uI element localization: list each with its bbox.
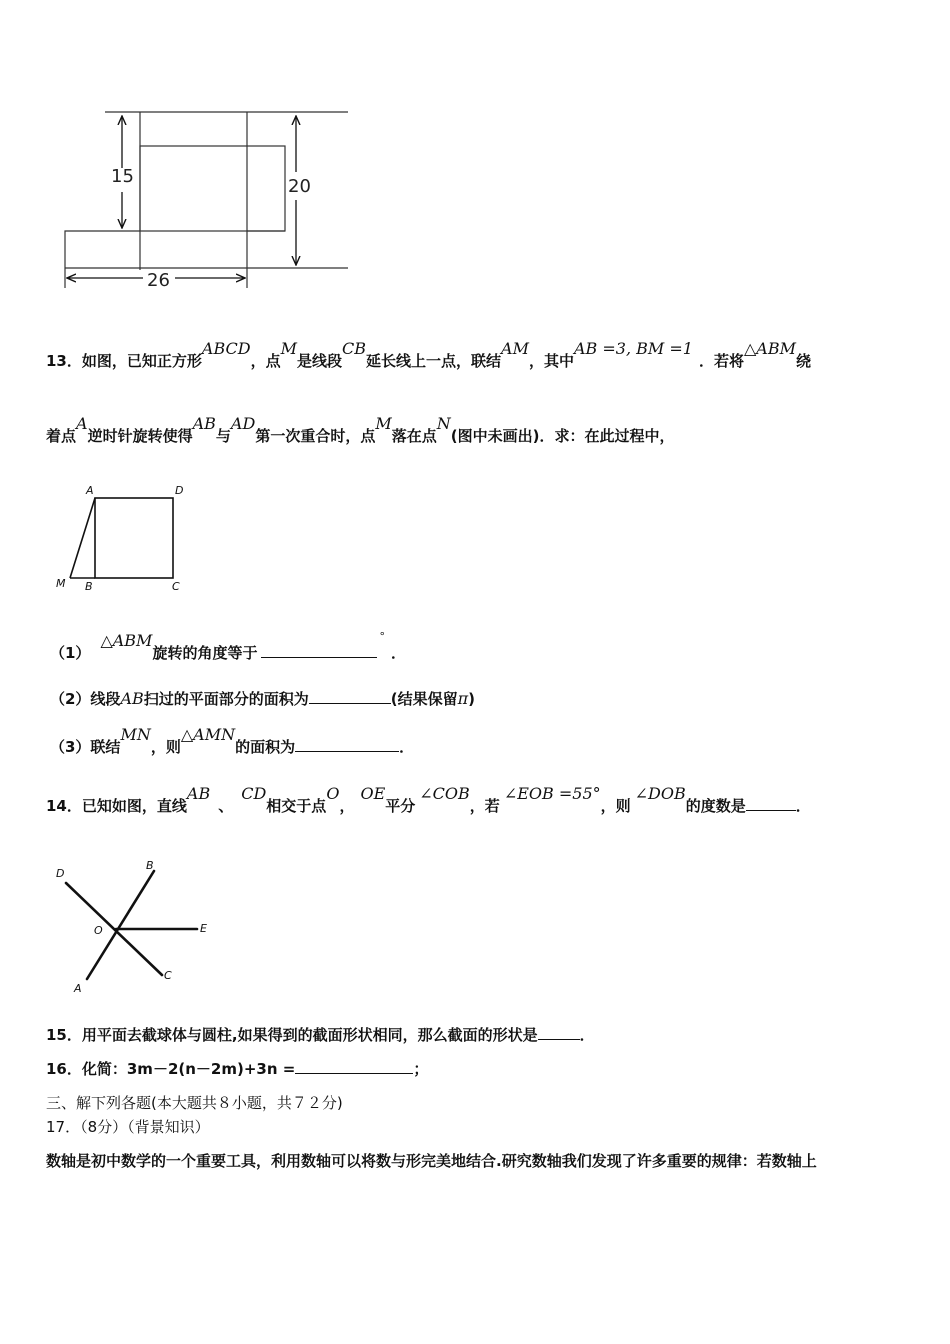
math-ad: AD (230, 414, 256, 433)
math-ab: AB (192, 414, 216, 433)
point-d-label: D (56, 867, 65, 880)
question-13-line2 (46, 414, 675, 446)
q13-number: 13． (46, 352, 82, 370)
point-c-label: C (164, 969, 172, 982)
math-oe: OE (360, 784, 386, 803)
q13-text: ．若将 (698, 352, 744, 370)
point-b-label: B (85, 580, 93, 593)
q13-subquestion-2 (50, 688, 475, 709)
math-triangle-abm: △ABM (743, 339, 796, 358)
point-b-label: B (146, 859, 154, 872)
q13-s2-text: 扫过的平面部分的面积为 (143, 690, 309, 708)
q13-subquestion-3 (50, 725, 415, 757)
point-d-label: D (175, 484, 184, 497)
answer-blank-3[interactable] (295, 737, 399, 752)
q13-text: 第一次重合时，点 (255, 427, 376, 445)
q13-s3-text: ，则 (150, 738, 181, 756)
q13-s2-text: （2）线段 (50, 690, 121, 708)
q14-text: 的度数是 (685, 797, 746, 815)
q14-number: 14． (46, 797, 82, 815)
q13-text: 如图，已知正方形 (81, 352, 202, 370)
math-m: M (280, 339, 297, 358)
math-o: O (326, 784, 340, 803)
question-15 (46, 1024, 595, 1045)
figure-rectangles-dimensions (55, 100, 360, 300)
q15-number: 15． (46, 1026, 82, 1044)
q13-s2-close: ) (468, 690, 475, 708)
math-m: M (375, 414, 392, 433)
q16-end: ； (413, 1060, 429, 1078)
q13-text: 绕 (795, 352, 811, 370)
q15-end: ． (579, 1026, 595, 1044)
q13-subquestion-1 (50, 630, 406, 663)
q14-text: ，则 (600, 797, 631, 815)
label-15: 15 (111, 166, 134, 187)
math-a: A (76, 414, 88, 433)
math-condition: AB =3, BM =1 (573, 339, 693, 358)
label-26: 26 (147, 270, 170, 291)
point-e-label: E (200, 922, 207, 935)
point-m-label: M (56, 577, 66, 590)
math-ab: AB (186, 784, 211, 803)
q13-text: ，其中 (528, 352, 574, 370)
q14-text: 、 (218, 797, 234, 815)
q13-text: 延长线上一点，联结 (366, 352, 502, 370)
answer-blank-1[interactable] (261, 643, 377, 658)
math-cd: CD (241, 784, 267, 803)
q15-text: 用平面去截球体与圆柱,如果得到的截面形状相同，那么截面的形状是 (81, 1026, 538, 1044)
math-triangle-abm: △ABM (100, 631, 153, 650)
math-pi: π (457, 689, 469, 708)
figure-square-abcd (50, 480, 200, 595)
math-mn: MN (120, 725, 151, 744)
q14-text: ，若 (469, 797, 500, 815)
label-20: 20 (288, 176, 311, 197)
answer-blank-q15[interactable] (538, 1025, 580, 1040)
math-triangle-amn: △AMN (180, 725, 236, 744)
degree-symbol: ° (379, 630, 385, 643)
math-angle-dob: ∠DOB (634, 784, 686, 803)
q13-s1-text: 旋转的角度等于 (152, 644, 258, 662)
math-angle-eob: ∠EOB =55° (503, 784, 601, 803)
q13-text: 逆时针旋转使得 (87, 427, 193, 445)
math-am: AM (501, 339, 529, 358)
math-n: N (436, 414, 451, 433)
point-c-label: C (172, 580, 180, 593)
q13-s2-end: (结果保留 (390, 690, 458, 708)
q14-text: 相交于点 (266, 797, 327, 815)
question-13-line1 (46, 339, 811, 371)
q13-text: 着点 (46, 427, 77, 445)
q14-text: 已知如图，直线 (81, 797, 187, 815)
q13-s3-text: （3）联结 (50, 738, 121, 756)
math-angle-cob: ∠COB (419, 784, 470, 803)
q13-s3-text: 的面积为 (235, 738, 296, 756)
q13-text: 落在点 (391, 427, 437, 445)
q13-text: 是线段 (296, 352, 342, 370)
question-17-text: 数轴是初中数学的一个重要工具，利用数轴可以将数与形完美地结合.研究数轴我们发现了许多重要的规律：若数轴上 (46, 1152, 817, 1170)
q13-s1-end: ． (390, 644, 406, 662)
q14-text: 平分 (385, 797, 416, 815)
question-16 (46, 1058, 428, 1079)
q14-end: ． (795, 797, 811, 815)
q13-text: (图中未画出)．求：在此过程中， (450, 427, 675, 445)
math-ab: AB (120, 689, 144, 708)
q16-text: 化简：3m－2(n－2m)+3n = (81, 1060, 296, 1078)
q13-text: ，点 (250, 352, 281, 370)
math-abcd: ABCD (201, 339, 251, 358)
point-a-label: A (74, 982, 82, 995)
answer-blank-q14[interactable] (746, 796, 796, 811)
section-3-title: 三、解下列各题(本大题共８小题，共７２分) (46, 1094, 343, 1112)
figure-intersecting-lines (50, 855, 220, 1000)
point-a-label: A (86, 484, 94, 497)
q13-s1-number: （1） (50, 644, 91, 662)
q14-text: ， (339, 797, 355, 815)
point-o-label: O (94, 924, 103, 937)
question-14 (46, 784, 811, 816)
q16-number: 16． (46, 1060, 82, 1078)
math-cb: CB (342, 339, 366, 358)
answer-blank-q16[interactable] (295, 1059, 413, 1074)
question-17-header: 17．（8分）（背景知识） (46, 1118, 210, 1136)
answer-blank-2[interactable] (309, 689, 391, 704)
q13-s3-end: ． (399, 738, 415, 756)
q13-text: 与 (215, 427, 231, 445)
